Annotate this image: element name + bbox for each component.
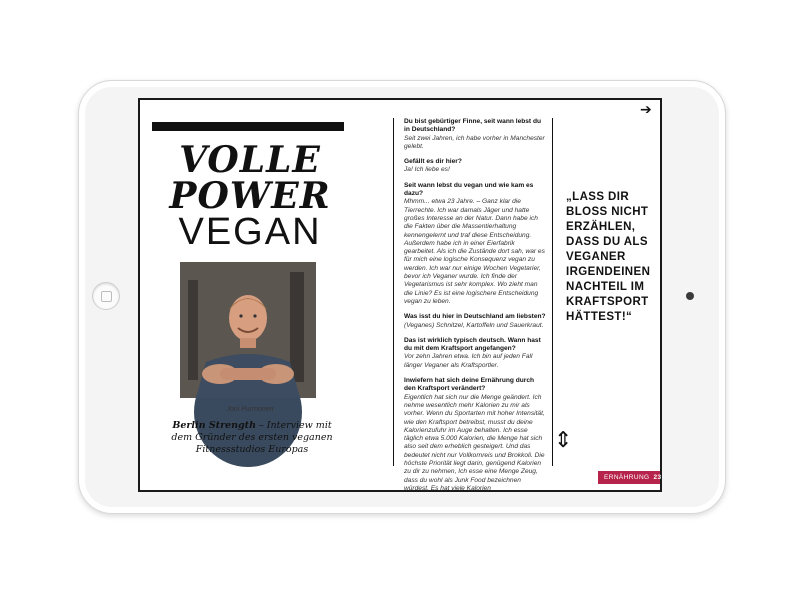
arrow-right-icon[interactable]: ➔ bbox=[640, 102, 652, 118]
title-line-2: POWER bbox=[169, 175, 331, 217]
answer: Mhmm... etwa 23 Jahre. – Ganz klar die Tierrechte. Ich war damals Jäger und hatte großes Interesse an der Natur. Dann habe ich die Fakten über die Massentierhaltung kennengelernt und traf diese Entscheidung. Außerdem habe ich in einer Eierfabrik gearbeitet. Als ich die Zustände dort sah, war es für mich eine logische Konsequenz vegan zu werden. Ich war nur einige Wochen Vegetarier, bevor ich Veganer wurde. Ich finde der Vegetarismus ist sehr komplex. Wo zieht man die Linie? Es ist eine logischere Entscheidung vegan zu leben. bbox=[404, 198, 545, 305]
interview-column[interactable] bbox=[404, 118, 546, 492]
page-number: 23 bbox=[653, 474, 662, 481]
answer: Ja! Ich liebe es! bbox=[404, 166, 450, 174]
answer: Eigentlich hat sich nur die Menge geändert. Ich nehme wesentlich mehr Kalorien zu mir als vorher. Wenn du Sportarten mit hoher Intensität, wie den Kraftsport betreibst, musst du deine Kalorienzufuhr im Auge behalten. Ich esse täglich etwa 5.000 Kalorien, die Menge hat sich also seit dem erheblich gesteigert. Und das bedeutet nicht nur Vollkornreis und Brokkoli. Die höchste Priorität liegt darin, genügend Kalorien zu dir zu nehmen, Ich esse eine Menge Zeug, dass du wohl als Junk Food bezeichnen würdest. Es hat viele Kalorien bbox=[404, 393, 545, 492]
question: Was isst du hier in Deutschland am liebsten? bbox=[404, 313, 546, 321]
question: Inwiefern hat sich deine Ernährung durch den Kraftsport verändert? bbox=[404, 377, 535, 393]
header-bar bbox=[152, 122, 344, 131]
title-line-3: VEGAN bbox=[178, 211, 322, 253]
pull-quote: „LASS DIR BLOSS NICHT ERZÄHLEN, DASS DU ALS VEGANER IRGENDEINEN NACHTEIL IM KRAFTSPORT HÄTTEST!“ bbox=[566, 191, 651, 323]
question: Das ist wirklich typisch deutsch. Wann hast du mit dem Kraftsport angefangen? bbox=[404, 336, 541, 353]
column-divider bbox=[393, 118, 394, 466]
vertical-double-arrow-icon[interactable]: ⇕ bbox=[554, 428, 573, 453]
column-divider bbox=[552, 118, 553, 466]
answer: Vor zehn Jahren etwa. Ich bin auf jeden Fall länger Veganer als Kraftsportler. bbox=[404, 353, 533, 369]
question: Du bist gebürtiger Finne, seit wann lebst du in Deutschland? bbox=[404, 118, 542, 134]
qa-item bbox=[404, 118, 546, 151]
qa-item bbox=[404, 337, 546, 370]
portrait-photo bbox=[180, 262, 316, 398]
question: Gefällt es dir hier? bbox=[404, 158, 462, 166]
photo-caption: Joni Purmonen bbox=[226, 406, 274, 413]
section-footer bbox=[598, 471, 660, 484]
qa-item bbox=[404, 313, 546, 330]
title-line-1: VOLLE bbox=[179, 139, 321, 181]
intro-text: – Interview mit dem Gründer des ersten veganen Fitnessstudios Europas bbox=[171, 420, 333, 455]
section-label: ERNÄHRUNG bbox=[604, 474, 650, 481]
camera-dot bbox=[686, 292, 694, 300]
qa-item bbox=[404, 377, 546, 493]
portrait-illustration bbox=[180, 262, 316, 398]
question: Seit wann lebst du vegan und wie kam es dazu? bbox=[404, 181, 534, 198]
answer: Seit zwei Jahren, ich habe vorher in Manchester gelebt. bbox=[404, 134, 545, 150]
article-intro bbox=[164, 420, 340, 456]
home-button[interactable] bbox=[92, 282, 120, 310]
qa-item bbox=[404, 182, 546, 306]
intro-strong: Berlin Strength bbox=[172, 420, 256, 431]
magazine-page bbox=[138, 98, 662, 492]
answer: (Veganes) Schnitzel, Kartoffeln und Sauerkraut. bbox=[404, 321, 544, 329]
qa-item bbox=[404, 158, 546, 175]
